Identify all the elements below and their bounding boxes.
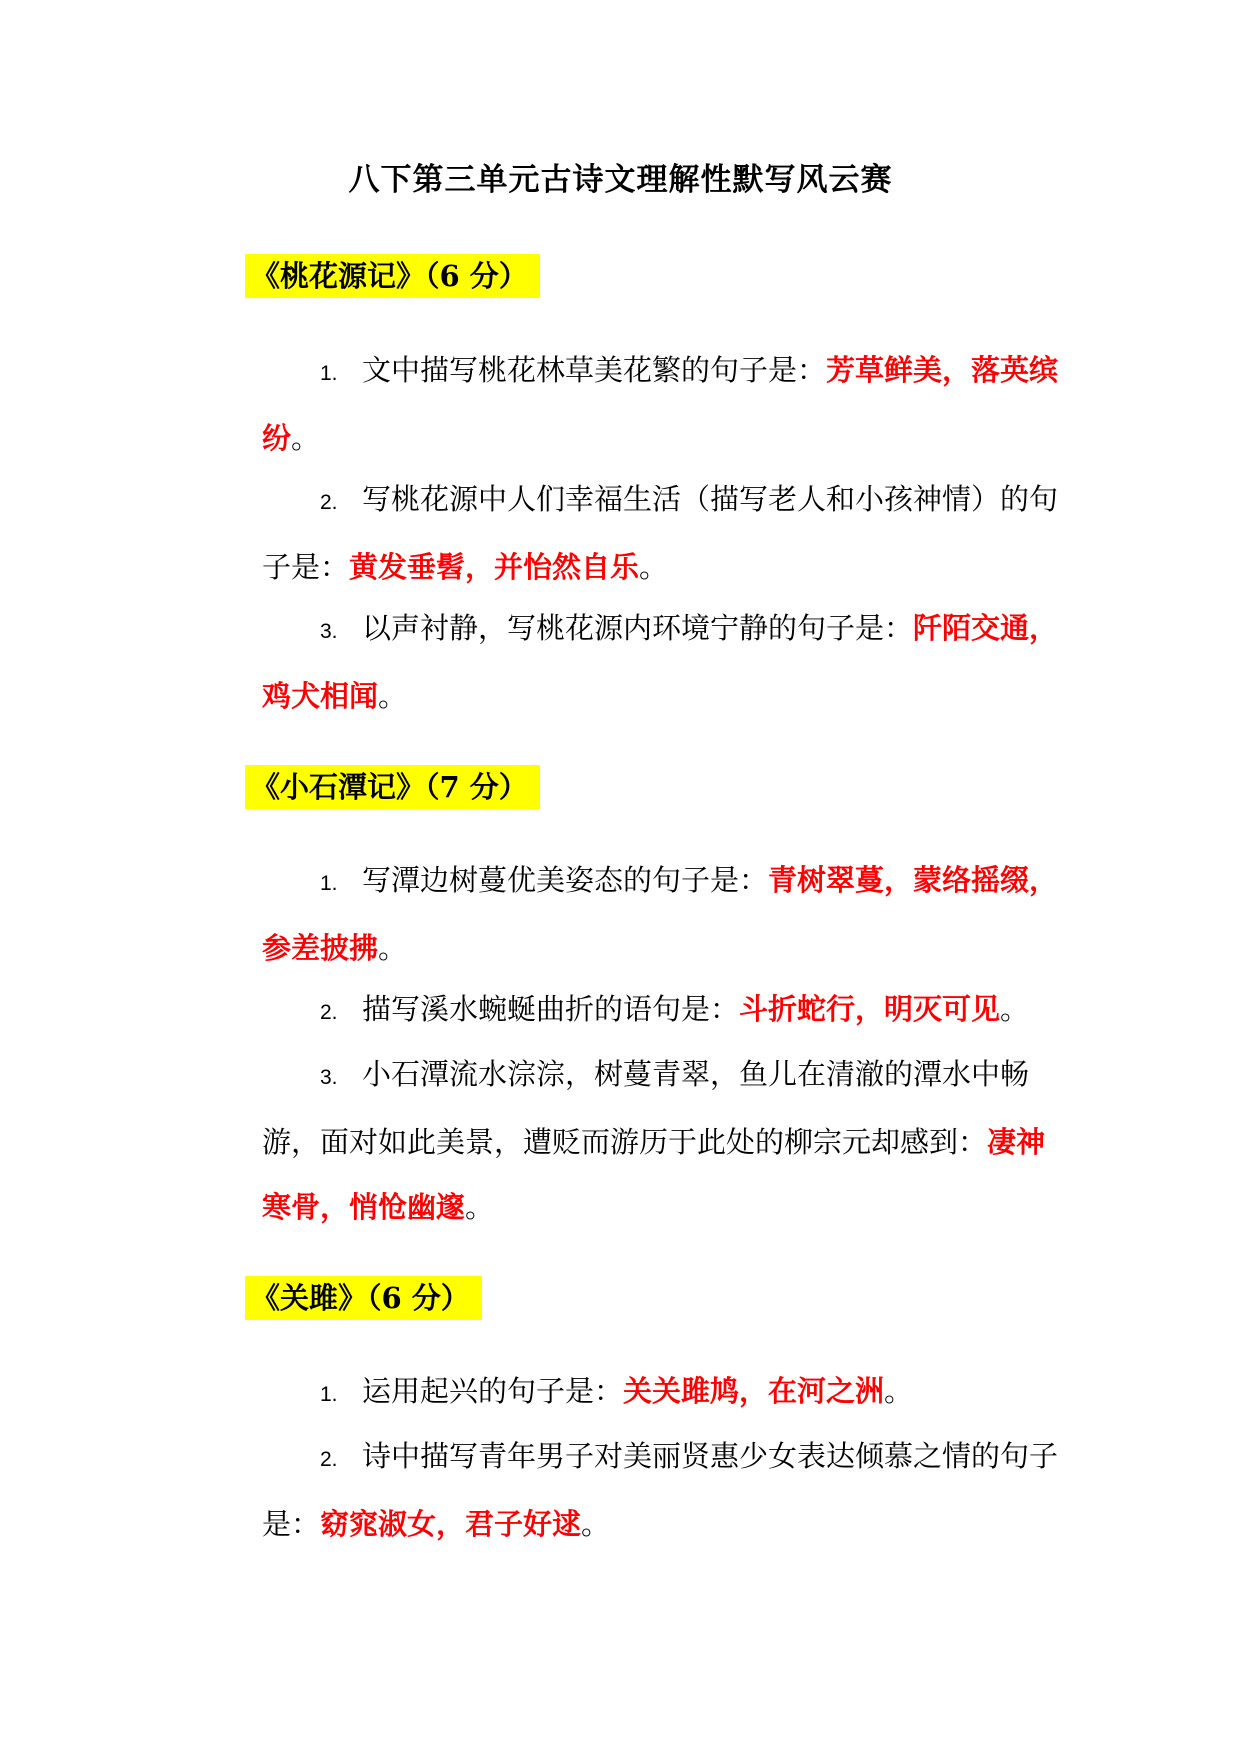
answer-end-punctuation: 。 xyxy=(639,550,669,584)
section-heading-taohuayuanji: 《桃花源记》（6 分） xyxy=(245,254,540,298)
section-heading-xiaoshitanji: 《小石潭记》（7 分） xyxy=(245,765,540,809)
section-heading-guanju: 《关雎》（6 分） xyxy=(245,1276,482,1320)
answer-end-punctuation: 。 xyxy=(378,931,408,965)
question-text: 写潭边树蔓优美姿态的句子是： xyxy=(362,863,769,897)
question-item xyxy=(262,977,1062,1045)
answer-end-punctuation: 。 xyxy=(465,1190,495,1224)
question-number: 2. xyxy=(320,1001,338,1024)
question-item xyxy=(262,1359,1062,1427)
question-number: 3. xyxy=(320,1066,338,1089)
question-text: 运用起兴的句子是： xyxy=(362,1374,624,1408)
answer-text: 黄发垂髫，并怡然自乐 xyxy=(349,550,640,584)
answer-text: 斗折蛇行，明灭可见 xyxy=(739,992,1001,1026)
answer-text: 阡陌交通，鸡犬相闻 xyxy=(262,611,1059,713)
answer-text: 关关雎鸠，在河之洲 xyxy=(623,1374,885,1408)
answer-text: 窈窕淑女，君子好逑 xyxy=(320,1507,582,1541)
question-number: 2. xyxy=(320,491,338,514)
question-item xyxy=(262,338,1062,471)
answer-text: 芳草鲜美，落英缤纷 xyxy=(262,353,1059,455)
answer-text: 凄神寒骨，悄怆幽邃 xyxy=(262,1125,1046,1224)
question-item xyxy=(262,1042,1062,1240)
question-item xyxy=(262,848,1062,981)
question-number: 1. xyxy=(320,362,338,385)
answer-end-punctuation: 。 xyxy=(378,679,408,713)
question-text: 以声衬静，写桃花源内环境宁静的句子是： xyxy=(362,611,914,645)
question-item xyxy=(262,467,1062,600)
answer-end-punctuation: 。 xyxy=(581,1507,611,1541)
question-text: 描写溪水蜿蜒曲折的语句是： xyxy=(362,992,740,1026)
answer-end-punctuation: 。 xyxy=(291,421,321,455)
question-text: 小石潭流水淙淙，树蔓青翠，鱼儿在清澈的潭水中畅游，面对如此美景，遭贬而游历于此处的柳宗元却感到： xyxy=(262,1057,1030,1159)
question-number: 1. xyxy=(320,1383,338,1406)
question-number: 2. xyxy=(320,1448,338,1471)
question-item xyxy=(262,1424,1062,1557)
question-text: 写桃花源中人们幸福生活（描写老人和小孩神情）的句子是： xyxy=(262,482,1059,584)
answer-end-punctuation: 。 xyxy=(884,1374,914,1408)
answer-text: 青树翠蔓，蒙络摇缀，参差披拂 xyxy=(262,863,1059,965)
question-number: 3. xyxy=(320,620,338,643)
question-number: 1. xyxy=(320,872,338,895)
question-text: 文中描写桃花林草美花繁的句子是： xyxy=(362,353,827,387)
question-item xyxy=(262,596,1062,729)
page-title: 八下第三单元古诗文理解性默写风云赛 xyxy=(348,162,893,198)
question-text: 诗中描写青年男子对美丽贤惠少女表达倾慕之情的句子是： xyxy=(262,1439,1059,1541)
answer-end-punctuation: 。 xyxy=(1000,992,1030,1026)
